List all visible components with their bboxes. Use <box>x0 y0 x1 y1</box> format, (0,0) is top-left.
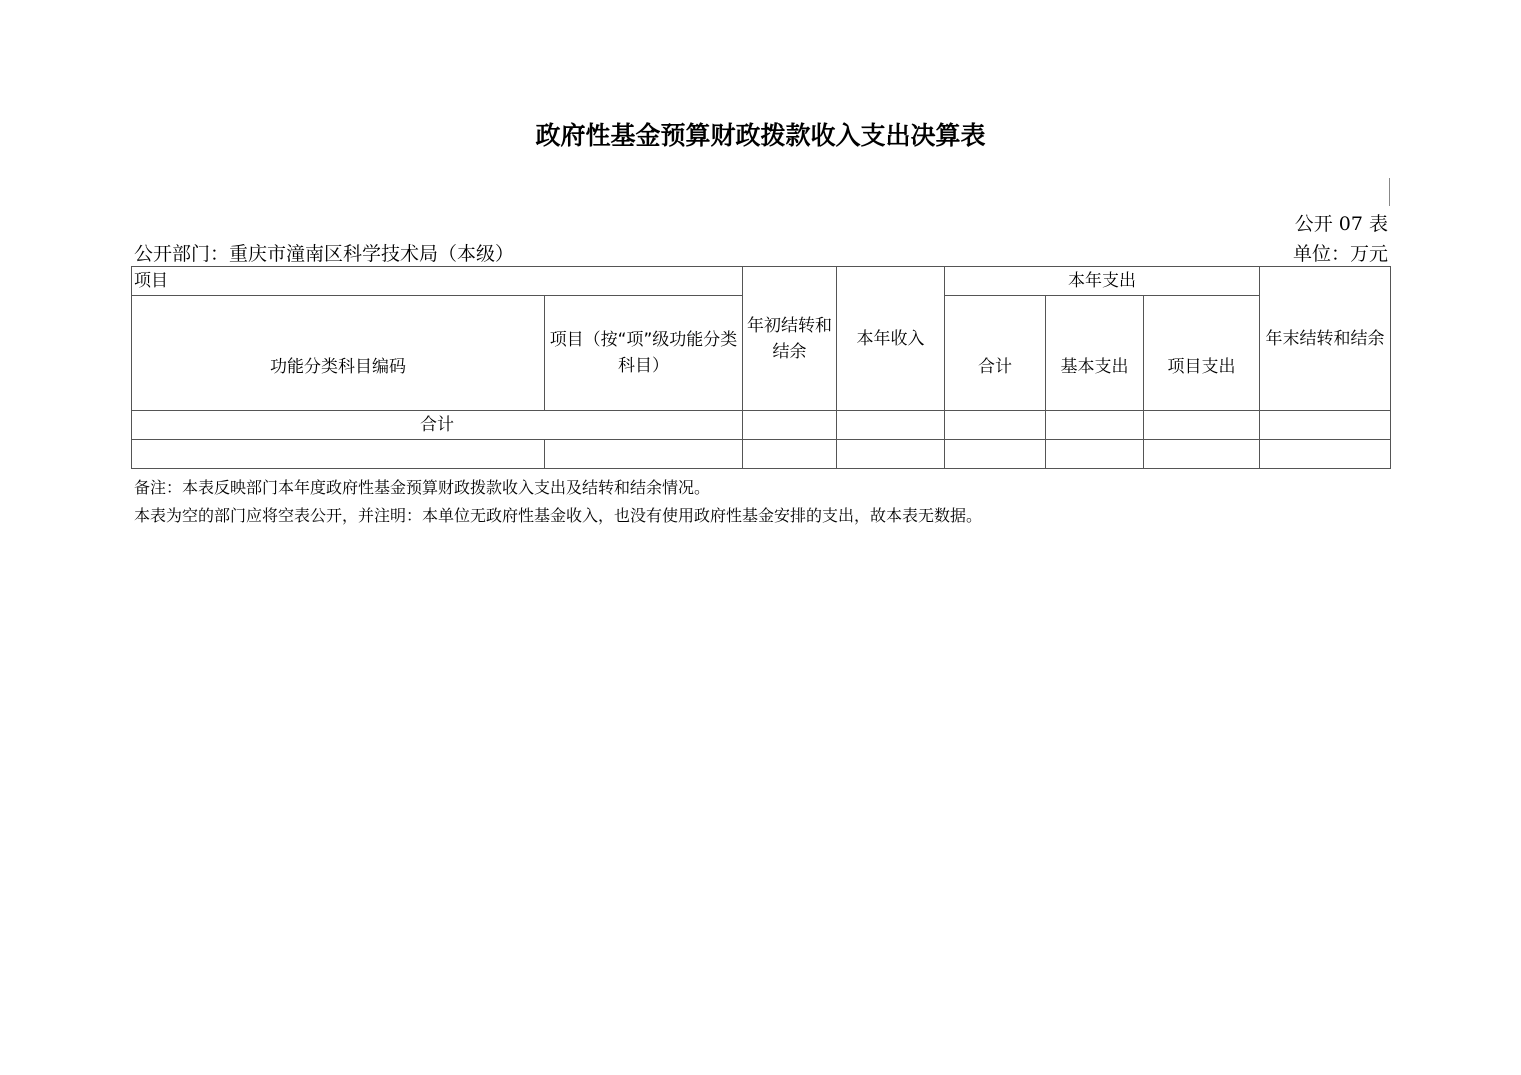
table-number: 公开 07 表 <box>1294 213 1388 235</box>
table-cell <box>1046 440 1144 469</box>
department-label: 公开部门：重庆市潼南区科学技术局（本级） <box>134 243 515 265</box>
header-func-code: 功能分类科目编码 <box>132 296 545 411</box>
total-cell <box>743 411 837 440</box>
table-cell <box>132 440 545 469</box>
total-row-label: 合计 <box>132 411 743 440</box>
total-cell <box>1144 411 1260 440</box>
header-item-name: 项目（按“项”级功能分类科目） <box>545 296 743 411</box>
header-project: 项目 <box>132 267 743 296</box>
total-cell <box>945 411 1046 440</box>
table-cell <box>945 440 1046 469</box>
header-current-income: 本年收入 <box>837 267 945 411</box>
page-title: 政府性基金预算财政拨款收入支出决算表 <box>535 121 986 150</box>
unit-label: 单位：万元 <box>1292 243 1388 265</box>
header-basic-expense: 基本支出 <box>1046 296 1144 411</box>
header-project-expense: 项目支出 <box>1144 296 1260 411</box>
table-cell <box>1260 440 1391 469</box>
edge-mark <box>1389 178 1390 206</box>
header-total: 合计 <box>945 296 1046 411</box>
header-row-1 <box>132 267 1391 296</box>
table-cell <box>1144 440 1260 469</box>
note-remark: 备注：本表反映部门本年度政府性基金预算财政拨款收入支出及结转和结余情况。 <box>134 478 711 497</box>
total-cell <box>837 411 945 440</box>
total-cell <box>1260 411 1391 440</box>
table-cell <box>743 440 837 469</box>
report-table <box>131 266 1391 469</box>
header-ending-balance: 年末结转和结余 <box>1260 267 1391 411</box>
table-row <box>132 440 1391 469</box>
header-beginning-balance: 年初结转和结余 <box>743 267 837 411</box>
table-cell <box>837 440 945 469</box>
total-cell <box>1046 411 1144 440</box>
table-cell <box>545 440 743 469</box>
note-empty-table: 本表为空的部门应将空表公开，并注明：本单位无政府性基金收入，也没有使用政府性基金安排的支出，故本表无数据。 <box>134 506 983 525</box>
header-current-year-expense: 本年支出 <box>945 267 1260 296</box>
total-row <box>132 411 1391 440</box>
